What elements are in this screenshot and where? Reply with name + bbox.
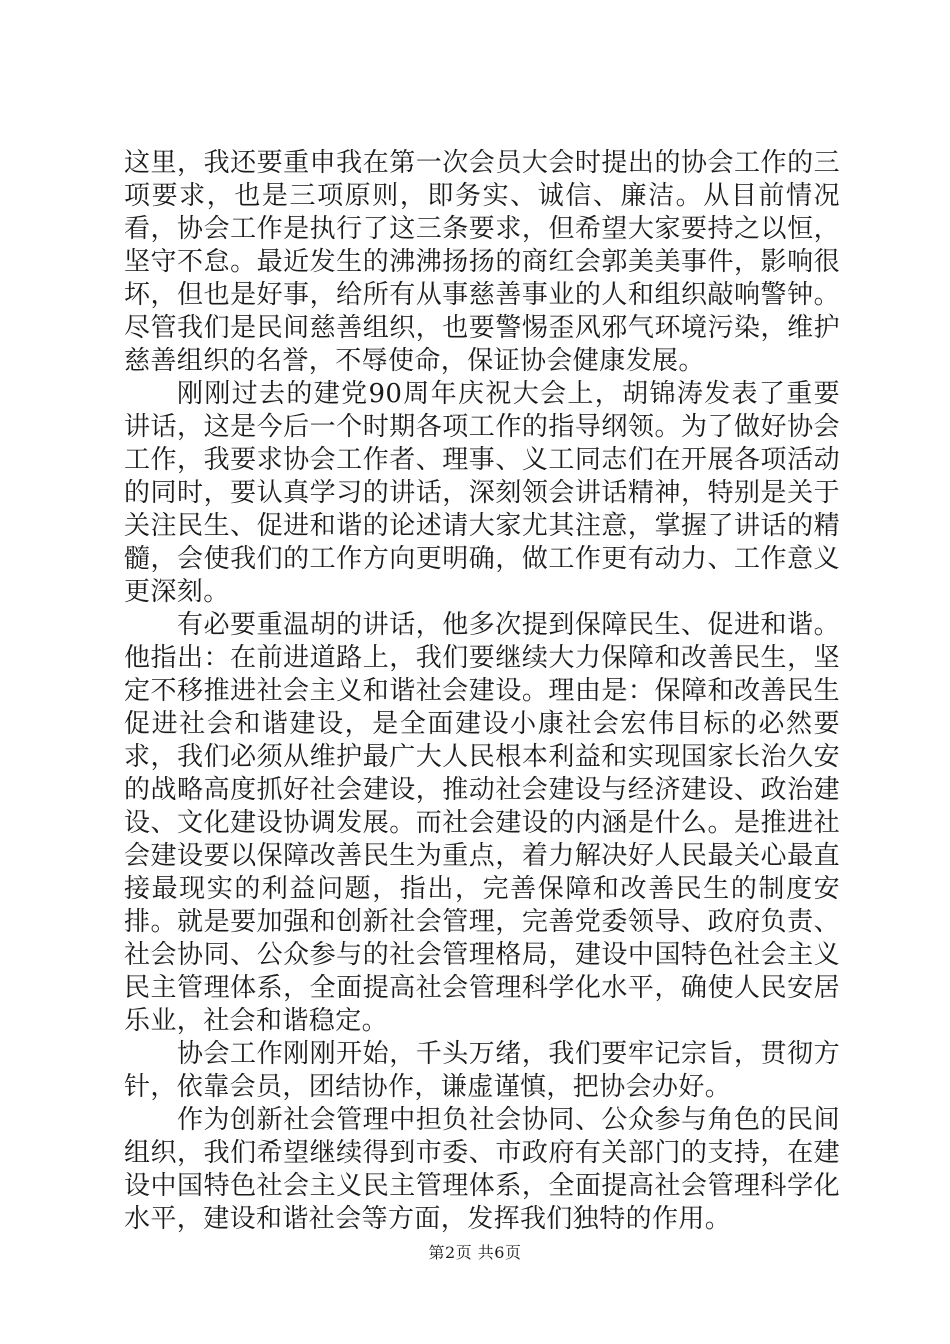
paragraph-continuation: 这里，我还要重申我在第一次会员大会时提出的协会工作的三项要求，也是三项原则，即务实、诚信、廉洁。从目前情况看，协会工作是执行了这三条要求，但希望大家要持之以恒，坚守不怠。最近发生的沸沸扬扬的商红会郭美美事件，影响很坏，但也是好事，给所有从事慈善事业的人和组织敲响警钟。尽管我们是民间慈善组织，也要警惕歪风邪气环境污染，维护慈善组织的名誉，不辱使命，保证协会健康发展。: [124, 148, 840, 376]
paragraph-livelihood: 有必要重温胡的讲话，他多次提到保障民生、促进和谐。他指出：在前进道路上，我们要继续大力保障和改善民生，坚定不移推进社会主义和谐社会建设。理由是：保障和改善民生促进社会和谐建设，是全面建设小康社会宏伟目标的必然要求，我们必须从维护最广大人民根本利益和实现国家长治久安的战略高度抓好社会建设，推动社会建设与经济建设、政治建设、文化建设协调发展。而社会建设的内涵是什么。是推进社会建设要以保障改善民生为重点，着力解决好人民最关心最直接最现实的利益问题，指出，完善保障和改善民生的制度安排。就是要加强和创新社会管理，完善党委领导、政府负责、社会协同、公众参与的社会管理格局，建设中国特色社会主义民主管理体系，全面提高社会管理科学化水平，确使人民安居乐业，社会和谐稳定。: [124, 610, 840, 1036]
page-number-footer: 第2页 共6页: [428, 1243, 522, 1262]
paragraph-association-work: 协会工作刚刚开始，千头万绪，我们要牢记宗旨，贯彻方针，依靠会员，团结协作，谦虚谨慎，把协会办好。: [124, 1039, 840, 1102]
document-body: [124, 147, 840, 1236]
paragraph-party-anniversary: 刚刚过去的建党90周年庆祝大会上，胡锦涛发表了重要讲话，这是今后一个时期各项工作的指导纲领。为了做好协会工作，我要求协会工作者、理事、义工同志们在开展各项活动的同时，要认真学习的讲话，深刻领会讲话精神，特别是关于关注民生、促进和谐的论述请大家尤其注意，掌握了讲话的精髓，会使我们的工作方向更明确，做工作更有动力、工作意义更深刻。: [124, 379, 840, 607]
paragraph-social-management: 作为创新社会管理中担负社会协同、公众参与角色的民间组织，我们希望继续得到市委、市政府有关部门的支持，在建设中国特色社会主义民主管理体系，全面提高社会管理科学化水平，建设和谐社会等方面，发挥我们独特的作用。: [124, 1105, 840, 1234]
